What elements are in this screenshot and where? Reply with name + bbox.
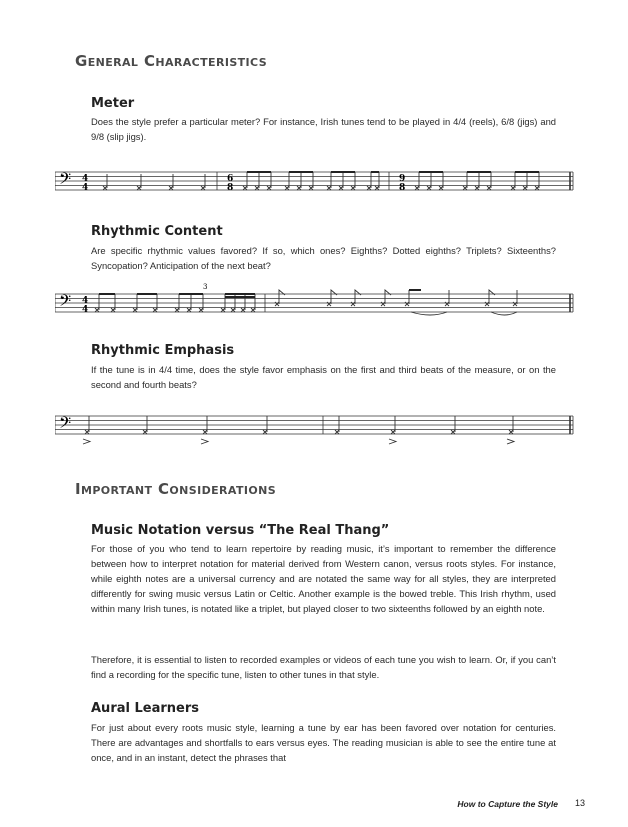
footer-title: How to Capture the Style bbox=[457, 799, 558, 809]
rhythmic-emphasis-staff bbox=[55, 408, 575, 448]
beams bbox=[99, 290, 421, 297]
page-number: 13 bbox=[574, 798, 585, 808]
bass-clef-icon: 𝄢 bbox=[59, 292, 72, 314]
time-sig-top: 9 bbox=[399, 174, 406, 184]
time-sig-top: 4 bbox=[82, 174, 89, 184]
notation-body-2: Therefore, it is essential to listen to recorded examples or videos of each tune you wish to learn. Or, if you can’t find a recording for the specific tune, listen to other tunes in that style. bbox=[91, 654, 556, 680]
rhythmic-content-body: Are specific rhythmic values favored? If so, which ones? Eighths? Dotted eighths? Triplets? Sixteenths? Syncopation? Anticipation of the next beat? bbox=[91, 245, 556, 271]
heading-rhythmic-content: Rhythmic Content bbox=[91, 224, 223, 239]
section-title-general: General Characteristics bbox=[75, 52, 268, 70]
rhythmic-emphasis-body: If the tune is in 4/4 time, does the style favor emphasis on the first and third beats of the measure, or on the second and fourth beats? bbox=[91, 364, 556, 390]
time-sig-bottom: 4 bbox=[82, 183, 89, 193]
bass-clef-icon: 𝄢 bbox=[59, 170, 72, 192]
accent-marks bbox=[83, 439, 514, 444]
heading-meter: Meter bbox=[91, 96, 135, 111]
triplet-mark: 3 bbox=[203, 283, 208, 291]
heading-notation: Music Notation versus “The Real Thang” bbox=[91, 523, 390, 538]
time-sig-bottom: 4 bbox=[82, 305, 89, 315]
heading-rhythmic-emphasis: Rhythmic Emphasis bbox=[91, 343, 235, 358]
time-sig-top: 6 bbox=[227, 174, 234, 184]
notation-body-1: For those of you who tend to learn repertoire by reading music, it’s important to remember the difference between how to interpret notation for material derived from Western canon, versus roots styles. For instance, while eighth notes are a universal currency and are notated the same way for all styles, they are interpreted differently for swing music versus Latin or Celtic. Another example is the bowed treble. This Irish rhythm, used within many Irish tunes, is notated like a triplet, but played closer to two sixteenths followed by an eighth note. bbox=[91, 543, 556, 614]
aural-body: For just about every roots music style, learning a tune by ear has been favored over notation for centuries. There are advantages and shortfalls to ears versus eyes. The reading musician is able to see the entire tune at once, and in an instant, detect the phrases that bbox=[91, 722, 556, 763]
heading-aural: Aural Learners bbox=[91, 701, 199, 716]
section-title-important: Important Considerations bbox=[75, 480, 277, 498]
meter-body: Does the style prefer a particular meter? For instance, Irish tunes tend to be played in 4/4 (reels), 6/8 (jigs) and 9/8 (slip jigs). bbox=[91, 116, 556, 142]
meter-staff bbox=[55, 166, 575, 196]
rhythmic-content-staff bbox=[55, 282, 575, 318]
time-sig-bottom: 8 bbox=[399, 183, 406, 193]
bass-clef-icon: 𝄢 bbox=[59, 414, 72, 436]
time-sig-top: 4 bbox=[82, 296, 89, 306]
time-sig-bottom: 8 bbox=[227, 183, 234, 193]
